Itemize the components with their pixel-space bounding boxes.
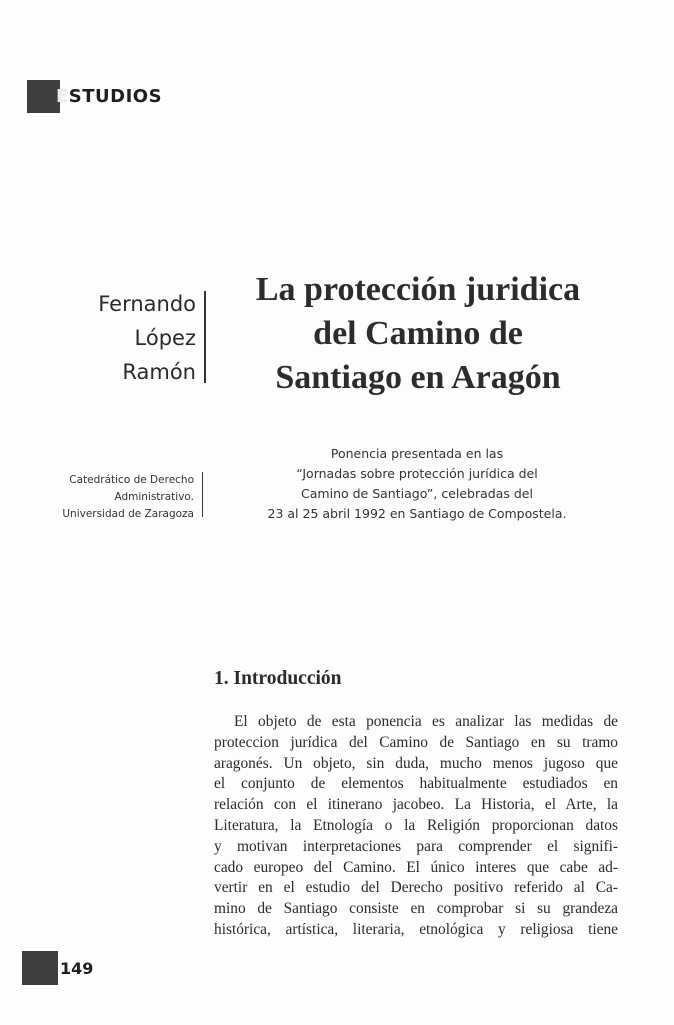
body-line: y motivan interpretaciones para comprender el signifi-	[214, 837, 618, 855]
note-line: 23 al 25 abril 1992 en Santiago de Compostela.	[267, 506, 567, 521]
section-heading: 1. Introducción	[214, 668, 342, 689]
body-paragraph	[214, 712, 618, 941]
author-line: López	[134, 326, 196, 350]
title-line: Santiago en Aragón	[275, 359, 561, 396]
title-line: del Camino de	[313, 315, 523, 352]
note-line: Ponencia presentada en las	[330, 446, 504, 461]
section-label	[56, 86, 162, 107]
note-line: “Jornadas sobre protección jurídica del	[296, 466, 538, 481]
affiliation-line: Catedrático de Derecho	[69, 474, 194, 486]
footer-marker-square	[22, 951, 58, 985]
body-line: histórica, artística, literaria, etnológica y religiosa tiene	[214, 920, 618, 938]
body-line: relación con el itinerano jacobeo. La Historia, el Arte, la	[214, 796, 618, 814]
body-line: cado europeo del Camino. El único interes que cabe ad-	[214, 858, 618, 876]
body-line: Literatura, la Etnología o la Religión proporcionan datos	[214, 816, 618, 834]
affiliation-line: Universidad de Zaragoza	[62, 508, 194, 520]
body-line: El objeto de esta ponencia es analizar las medidas de	[234, 713, 618, 730]
section-initial: E	[56, 86, 69, 107]
affiliation-divider	[202, 472, 203, 517]
note-line: Camino de Santiago”, celebradas del	[301, 486, 533, 501]
author-affiliation	[30, 472, 194, 523]
title-line: La protección juridica	[255, 271, 581, 308]
article-title	[216, 268, 620, 400]
author-name	[60, 287, 196, 389]
body-line: vertir en el estudio del Derecho positivo referido al Ca-	[214, 879, 618, 897]
section-rest: STUDIOS	[68, 86, 163, 107]
page-footer	[22, 951, 93, 985]
author-line: Fernando	[98, 292, 196, 316]
presentation-note	[236, 444, 598, 524]
body-line: proteccion jurídica del Camino de Santiago en su tramo	[214, 733, 618, 751]
body-line: mino de Santiago consiste en comprobar si su grandeza	[214, 900, 618, 918]
body-line: aragonés. Un objeto, sin duda, mucho menos jugoso que	[214, 754, 618, 772]
affiliation-line: Administrativo.	[114, 491, 194, 503]
body-line: el conjunto de elementos habitualmente estudiados en	[214, 775, 618, 793]
author-divider	[204, 291, 206, 383]
page-number: 149	[60, 958, 94, 978]
section-header	[27, 80, 162, 113]
author-line: Ramón	[122, 360, 196, 384]
